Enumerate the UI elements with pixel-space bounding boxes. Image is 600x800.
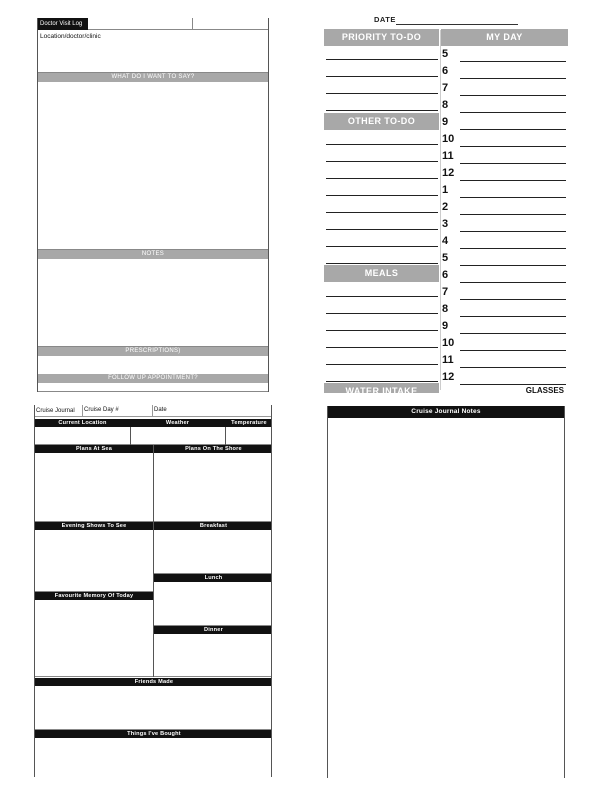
water-intake-header: WATER INTAKE [324,383,439,393]
cruise-day-field[interactable] [83,405,153,417]
dinner-box[interactable] [154,634,272,677]
hour-label: 6 [442,269,449,281]
hour-label: 1 [442,184,449,196]
evening-shows-header: Evening Shows To See [35,522,153,530]
hour-line[interactable] [460,61,566,62]
hour-label: 11 [442,354,454,366]
hour-line[interactable] [460,95,566,96]
hour-label: 4 [442,235,449,247]
hour-label: 9 [442,116,449,128]
hour-line[interactable] [460,350,566,351]
hour-line[interactable] [460,265,566,266]
hour-label: 11 [442,150,454,162]
hour-line[interactable] [460,384,566,385]
my-day-header: MY DAY [441,29,568,46]
lunch-header: Lunch [154,574,272,582]
section-header-follow-up: FOLLOW UP APPOINTMENT? [38,374,268,383]
hour-line[interactable] [460,299,566,300]
hour-line[interactable] [460,333,566,334]
hour-label: 10 [442,337,455,349]
favourite-memory-header: Favourite Memory Of Today [35,592,153,600]
priority-line[interactable] [326,93,438,94]
section-header-what-to-say: WHAT DO I WANT TO SAY? [38,73,268,82]
breakfast-box[interactable] [154,530,272,574]
journal-date-field[interactable] [153,405,167,417]
hour-line[interactable] [460,316,566,317]
meal-line[interactable] [326,364,438,365]
hour-line[interactable] [460,282,566,283]
doctor-top-row [38,18,268,30]
current-location-header: Current Location [35,419,130,427]
hour-line[interactable] [460,163,566,164]
hour-label: 9 [442,320,449,332]
hour-label: 8 [442,99,449,111]
glasses-label: GLASSES [525,386,564,393]
hour-line[interactable] [460,180,566,181]
hour-label: 7 [442,82,449,94]
other-todo-line[interactable] [326,263,438,264]
notes-writing-area[interactable] [328,418,565,778]
other-todo-line[interactable] [326,229,438,230]
journal-column-divider [153,445,154,677]
hour-label: 12 [442,371,455,383]
priority-line[interactable] [326,59,438,60]
doctor-visit-page [37,18,269,392]
hour-line[interactable] [460,214,566,215]
cruise-day-label: Cruise Day # [84,407,119,413]
hour-label: 8 [442,303,449,315]
friends-made-header: Friends Made [35,678,272,686]
priority-todo-header: PRIORITY TO-DO [324,29,439,46]
hour-line[interactable] [460,146,566,147]
hour-label: 6 [442,65,449,77]
planner-column-divider [440,30,441,390]
other-todo-line[interactable] [326,246,438,247]
hour-line[interactable] [460,367,566,368]
hour-line[interactable] [460,129,566,130]
things-bought-box[interactable] [35,738,272,777]
meal-line[interactable] [326,330,438,331]
lunch-box[interactable] [154,582,272,626]
hour-line[interactable] [460,231,566,232]
journal-title: Cruise Journal [35,405,83,417]
doctor-visit-title: Doctor Visit Log [38,18,88,30]
hour-label: 5 [442,48,449,60]
row-divider [130,427,131,445]
other-todo-line[interactable] [326,178,438,179]
plans-on-shore-header: Plans On The Shore [154,445,272,453]
hour-label: 3 [442,218,449,230]
journal-top-row [35,405,271,417]
other-todo-header: OTHER TO-DO [324,113,439,130]
priority-line[interactable] [326,110,438,111]
journal-date-label: Date [154,407,167,413]
other-todo-line[interactable] [326,195,438,196]
other-todo-line[interactable] [326,144,438,145]
hour-line[interactable] [460,197,566,198]
weather-header: Weather [130,419,225,427]
meal-line[interactable] [326,381,438,382]
favourite-memory-box[interactable] [35,600,153,677]
date-label: DATE [374,15,396,24]
location-label: Location/doctor/clinic [40,33,101,40]
other-todo-line[interactable] [326,212,438,213]
location-weather-row[interactable] [35,427,272,445]
hour-line[interactable] [460,248,566,249]
notes-title-header: Cruise Journal Notes [328,406,564,418]
section-header-notes: NOTES [38,250,268,259]
location-field[interactable] [38,30,268,73]
plans-at-sea-box[interactable] [35,453,153,522]
hour-line[interactable] [460,112,566,113]
cruise-journal-notes-page [327,406,565,778]
hour-label: 2 [442,201,449,213]
priority-line[interactable] [326,76,438,77]
meal-line[interactable] [326,296,438,297]
meal-line[interactable] [326,313,438,314]
meal-line[interactable] [326,347,438,348]
hour-line[interactable] [460,78,566,79]
breakfast-header: Breakfast [154,522,272,530]
daily-planner-page [324,13,568,393]
hour-label: 5 [442,252,449,264]
dinner-header: Dinner [154,626,272,634]
what-to-say-box[interactable] [38,82,268,250]
section-header-prescriptions: PRESCRIPTIONS) [38,347,268,356]
other-todo-line[interactable] [326,161,438,162]
evening-shows-box[interactable] [35,530,153,592]
date-line[interactable] [396,24,518,25]
notes-box[interactable] [38,259,268,347]
row-divider [225,427,226,445]
meals-header: MEALS [324,265,439,282]
hour-label: 7 [442,286,449,298]
cruise-journal-page [34,405,272,777]
temperature-header: Temperature [225,419,272,427]
hour-label: 12 [442,167,455,179]
plans-on-shore-box[interactable] [154,453,272,522]
things-bought-header: Things I've Bought [35,730,272,738]
plans-at-sea-header: Plans At Sea [35,445,153,453]
doctor-top-divider [192,18,193,30]
friends-made-box[interactable] [35,686,272,730]
hour-label: 10 [442,133,455,145]
